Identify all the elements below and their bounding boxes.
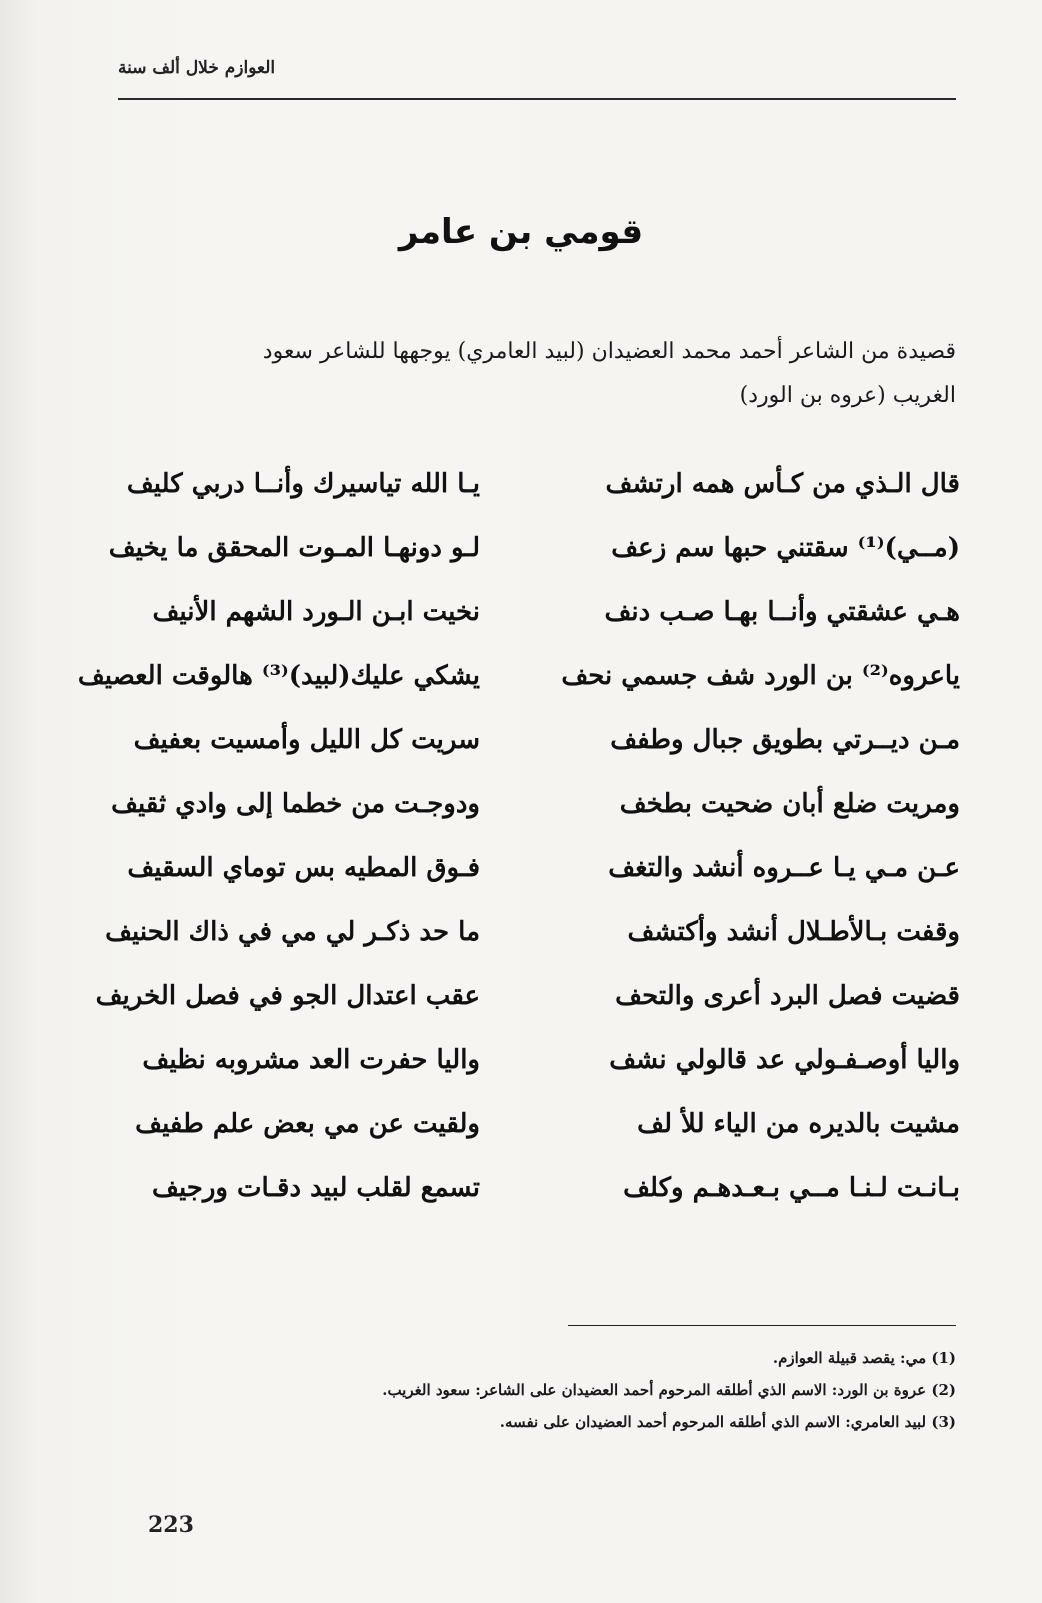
verse-second-hemistich: يـا الله تياسيرك وأنــا دربي كليف — [126, 469, 480, 499]
footnote-rule — [568, 1325, 956, 1326]
intro-line: قصيدة من الشاعر أحمد محمد العضيدان (لبيد العامري) يوجهها للشاعر سعود — [262, 339, 956, 364]
header-rule — [118, 98, 956, 100]
running-header: العوازم خلال ألف سنة — [118, 58, 276, 78]
verse-first-hemistich: (مــي)⁽¹⁾ سقتني حبها سم زعف — [611, 533, 960, 563]
footnote: (3) لبيد العامري: الاسم الذي أطلقه المرحوم أحمد العضيدان على نفسه. — [499, 1413, 956, 1431]
footnote: (1) مي: يقصد قبيلة العوازم. — [772, 1349, 956, 1367]
footnote: (2) عروة بن الورد: الاسم الذي أطلقه المرحوم أحمد العضيدان على الشاعر: سعود الغريب. — [382, 1381, 956, 1399]
verse-second-hemistich: واليا حفرت العد مشروبه نظيف — [142, 1045, 480, 1075]
verse-second-hemistich: نخيت ابـن الـورد الشهم الأنيف — [152, 597, 480, 627]
verse-second-hemistich: تسمع لقلب لبيد دقـات ورجيف — [152, 1173, 480, 1203]
verse-second-hemistich: يشكي عليك(لبيد)⁽³⁾ هالوقت العصيف — [77, 661, 480, 691]
verse-first-hemistich: عـن مـي يـا عــروه أنشد والتغف — [608, 853, 960, 883]
verse-first-hemistich: قال الـذي من كـأس همه ارتشف — [605, 469, 960, 499]
poem-left-column — [60, 452, 480, 1220]
verse-first-hemistich: واليا أوصـفـولي عد قالولي نشف — [609, 1045, 960, 1075]
verse-first-hemistich: ومريت ضلع أبان ضحيت بطخف — [619, 789, 960, 819]
verse-second-hemistich: ولقيت عن مي بعض علم طفيف — [135, 1109, 480, 1139]
page-number: 223 — [148, 1512, 194, 1538]
verse-second-hemistich: لـو دونهـا المـوت المحقق ما يخيف — [108, 533, 480, 563]
verse-first-hemistich: هـي عشقتي وأنــا بهـا صـب دنف — [604, 597, 960, 627]
verse-first-hemistich: بـانـت لـنـا مــي بـعـدهـم وكلف — [623, 1173, 960, 1203]
verse-second-hemistich: ودوجـت من خطما إلى وادي ثقيف — [111, 789, 480, 819]
verse-first-hemistich: مشيت بالديره من الياء للأ لف — [637, 1109, 960, 1139]
verse-second-hemistich: سريت كل الليل وأمسيت بعفيف — [133, 725, 480, 755]
verse-second-hemistich: عقب اعتدال الجو في فصل الخريف — [95, 981, 480, 1011]
intro-line: الغريب (عروه بن الورد) — [739, 383, 956, 408]
poem-title: قومي بن عامر — [398, 212, 644, 252]
poem-right-column — [530, 452, 960, 1220]
verse-first-hemistich: وقفت بـالأطـلال أنشد وأكتشف — [627, 917, 960, 947]
verse-first-hemistich: ياعروه⁽²⁾ بن الورد شف جسمي نحف — [561, 661, 960, 691]
verse-second-hemistich: فـوق المطيه بس توماي السقيف — [127, 853, 480, 883]
verse-first-hemistich: مـن ديــرتي بطويق جبال وطفف — [610, 725, 960, 755]
footnotes — [118, 1342, 956, 1438]
poem-introduction — [118, 330, 956, 418]
verse-first-hemistich: قضيت فصل البرد أعرى والتحف — [615, 981, 960, 1011]
verse-second-hemistich: ما حد ذكـر لي مي في ذاك الحنيف — [105, 917, 480, 947]
